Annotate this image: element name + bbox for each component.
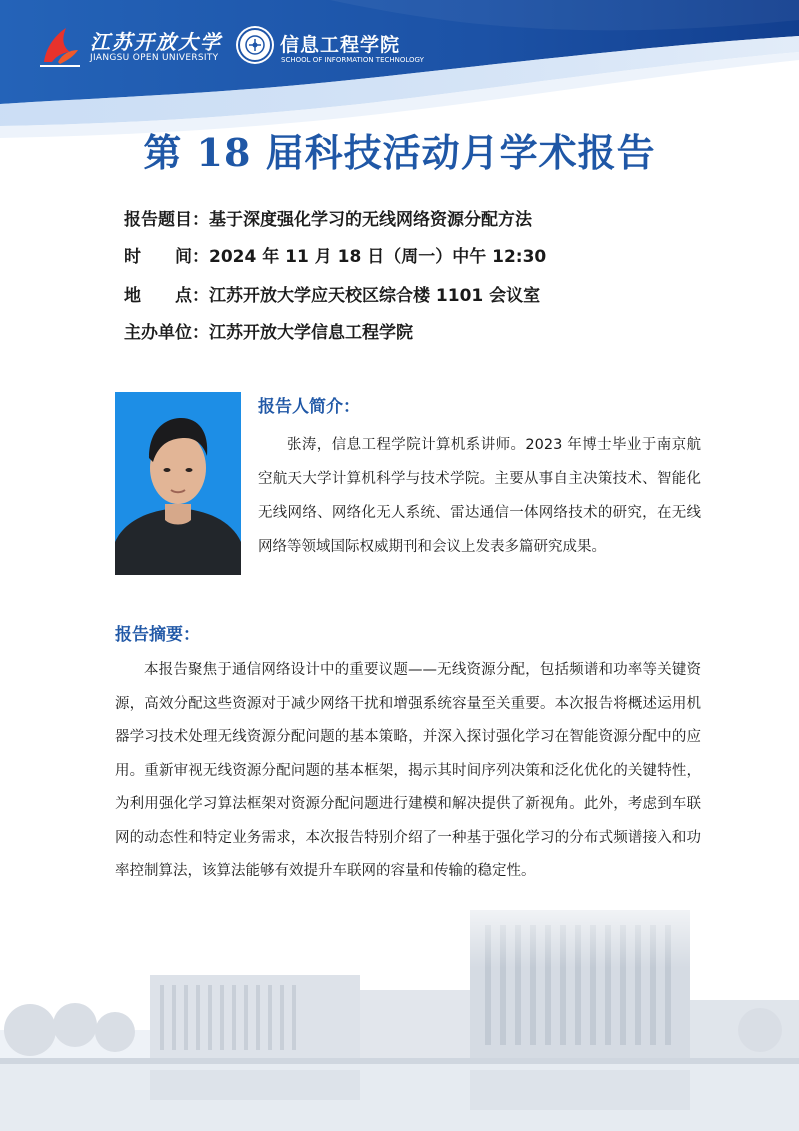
school-seal-icon bbox=[234, 24, 276, 66]
host-value: 江苏开放大学信息工程学院 bbox=[209, 323, 413, 343]
university-name-en: JIANGSU OPEN UNIVERSITY bbox=[90, 53, 219, 63]
place-row bbox=[124, 281, 724, 306]
topic-label: 报告题目： bbox=[124, 210, 209, 230]
host-row bbox=[124, 318, 724, 343]
university-logo bbox=[36, 22, 226, 70]
university-emblem-icon bbox=[36, 22, 84, 70]
speaker-bio bbox=[258, 428, 701, 564]
abstract-body bbox=[115, 654, 701, 889]
speaker-photo bbox=[115, 392, 241, 575]
speaker-portrait-icon bbox=[115, 392, 241, 575]
place-label: 地 点： bbox=[124, 286, 209, 306]
topic-value: 基于深度强化学习的无线网络资源分配方法 bbox=[209, 210, 532, 230]
time-row bbox=[124, 242, 724, 267]
speaker-section-title: 报告人简介： bbox=[258, 397, 360, 417]
school-name-cn: 信息工程学院 bbox=[280, 34, 401, 56]
abstract-section-title: 报告摘要： bbox=[115, 625, 200, 645]
time-label: 时 间： bbox=[124, 247, 209, 267]
university-name-cn: 江苏开放大学 bbox=[90, 30, 222, 54]
host-label: 主办单位： bbox=[124, 323, 209, 343]
speaker-bio-text: 张涛，信息工程学院计算机系讲师。2023 年博士毕业于南京航空航天大学计算机科学与技术学院。主要从事自主决策技术、智能化无线网络、网络化无人系统、雷达通信一体网络技术的研究，在无线网络等领域国际权威期刊和会议上发表多篇研究成果。 bbox=[258, 437, 701, 555]
campus-buildings-illustration bbox=[0, 880, 799, 1131]
place-value: 江苏开放大学应天校区综合楼 1101 会议室 bbox=[209, 286, 541, 306]
poster-title: 第 18 届科技活动月学术报告 bbox=[143, 130, 656, 175]
topic-row bbox=[124, 205, 724, 230]
school-logo bbox=[234, 24, 424, 70]
abstract-text: 本报告聚焦于通信网络设计中的重要议题——无线资源分配，包括频谱和功率等关键资源，高效分配这些资源对于减少网络干扰和增强系统容量至关重要。本次报告将概述运用机器学习技术处理无线资源分配问题的基本策略，并深入探讨强化学习在智能资源分配中的应用。重新审视无线资源分配问题的基本框架，揭示其时间序列决策和泛化优化的关键特性，为利用强化学习算法框架对资源分配问题进行建模和解决提供了新视角。此外，考虑到车联网的动态性和特定业务需求，本次报告特别介绍了一种基于强化学习的分布式频谱接入和功率控制算法，该算法能够有效提升车联网的容量和传输的稳定性。 bbox=[115, 662, 701, 879]
time-value: 2024 年 11 月 18 日（周一）中午 12:30 bbox=[209, 247, 547, 267]
school-name-en: SCHOOL OF INFORMATION TECHNOLOGY bbox=[281, 56, 424, 64]
